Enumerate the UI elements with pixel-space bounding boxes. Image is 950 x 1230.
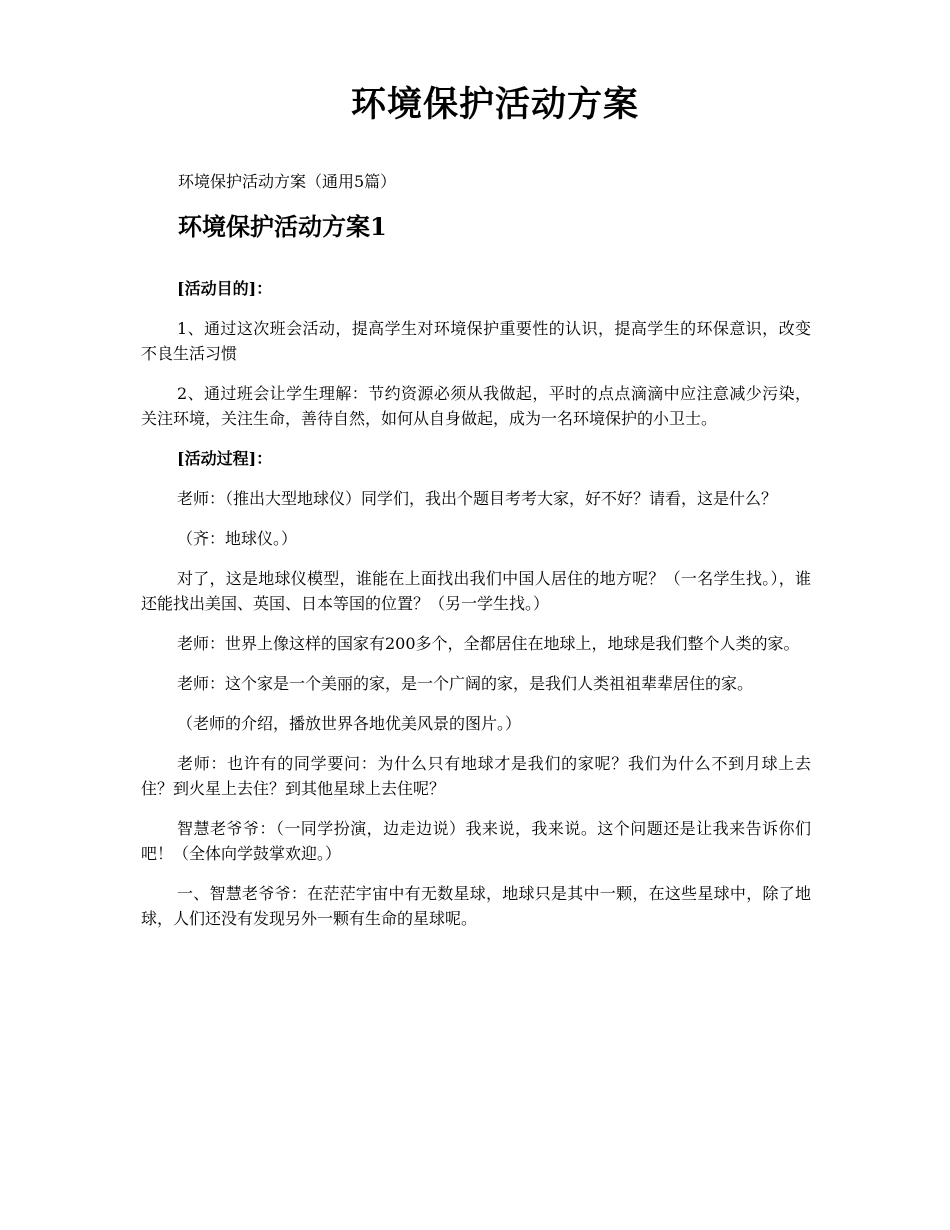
- section-heading: 环境保护活动方案1: [178, 212, 387, 241]
- paragraph: 对了，这是地球仪模型，谁能在上面找出我们中国人居住的地方呢？（一名学生找。），谁还能找出美国、英国、日本等国的位置？（另一学生找。）: [141, 569, 811, 613]
- document-title: 环境保护活动方案: [350, 84, 639, 125]
- document-subtitle: 环境保护活动方案（通用5篇）: [178, 172, 397, 191]
- paragraph: 1、通过这次班会活动，提高学生对环境保护重要性的认识，提高学生的环保意识，改变不良生活习惯: [141, 319, 811, 363]
- document-body: [141, 276, 811, 946]
- paragraph: 老师：这个家是一个美丽的家，是一个广阔的家，是我们人类祖祖辈辈居住的家。: [177, 674, 754, 693]
- paragraph: 老师：也许有的同学要问：为什么只有地球才是我们的家呢？我们为什么不到月球上去住？到火星上去住？到其他星球上去住呢？: [141, 754, 811, 798]
- paragraph: 2、通过班会让学生理解：节约资源必须从我做起，平时的点点滴滴中应注意减少污染，关注环境，关注生命，善待自然，如何从自身做起，成为一名环境保护的小卫士。: [141, 384, 811, 428]
- paragraph-label-purpose: [活动目的]：: [177, 279, 273, 298]
- paragraph: 老师：世界上像这样的国家有200多个，全都居住在地球上，地球是我们整个人类的家。: [177, 634, 800, 653]
- paragraph: 一、智慧老爷爷：在茫茫宇宙中有无数星球，地球只是其中一颗，在这些星球中，除了地球，人们还没有发现另外一颗有生命的星球呢。: [141, 884, 811, 928]
- paragraph: 老师：（推出大型地球仪）同学们，我出个题目考考大家，好不好？请看，这是什么？: [177, 489, 778, 508]
- paragraph: （齐：地球仪。）: [177, 529, 298, 548]
- paragraph: 智慧老爷爷：（一同学扮演，边走边说）我来说，我来说。这个问题还是让我来告诉你们吧！（全体向学鼓掌欢迎。）: [141, 819, 811, 863]
- paragraph-label-process: [活动过程]：: [177, 449, 273, 468]
- paragraph: （老师的介绍，播放世界各地优美风景的图片。）: [177, 714, 522, 733]
